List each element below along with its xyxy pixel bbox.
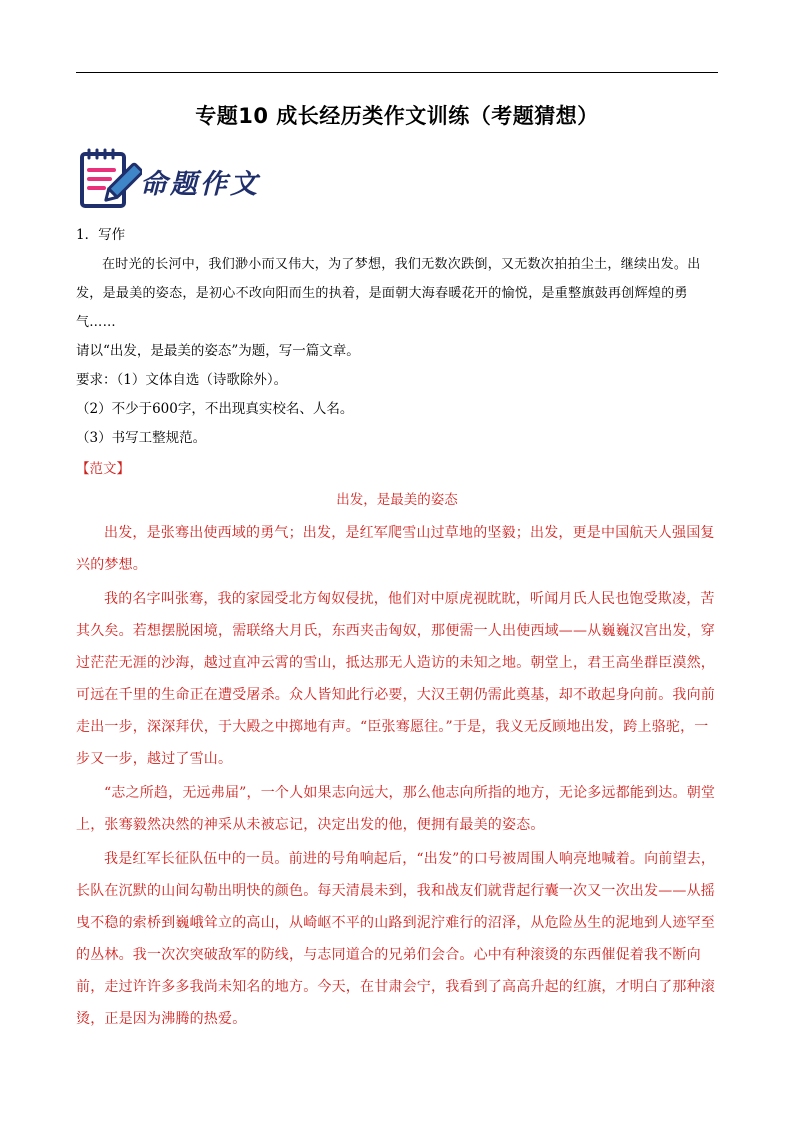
sample-label: 【范文】 (76, 461, 130, 477)
question-instruction: 请以“出发，是最美的姿态”为题，写一篇文章。 (76, 343, 360, 359)
sample-paragraph-3: “志之所趋，无远弗届”，一个人如果志向远大，那么他志向所指的地方，无论多远都能到达。朝堂上，张骞毅然决然的神采从未被忘记，决定出发的他，便拥有最美的姿态。 (76, 785, 716, 833)
notepad-pencil-icon (76, 146, 142, 212)
badge-label: 命题作文 (140, 169, 260, 200)
page-title: 专题10 成长经历类作文训练（考题猜想） (195, 104, 599, 128)
sample-title: 出发，是最美的姿态 (336, 492, 458, 508)
content-area (76, 224, 718, 1035)
section-badge (76, 146, 276, 212)
question-prompt: 在时光的长河中，我们渺小而又伟大，为了梦想，我们无数次跌倒，又无数次拍拍尘土，继续出发。出发，是最美的姿态，是初心不改向阳而生的执着，是面朝大海春暖花开的愉悦，是重整旗鼓再创辉煌的勇气…… (76, 257, 701, 330)
header-rule (76, 72, 718, 73)
sample-paragraph-4: 我是红军长征队伍中的一员。前进的号角响起后，“出发”的口号被周围人响亮地喊着。向前望去，长队在沉默的山间勾勒出明快的颜色。每天清晨未到，我和战友们就背起行囊一次又一次出发——从摇曳不稳的索桥到巍峨耸立的高山，从崎岖不平的山路到泥泞难行的沼泽，从危险丛生的泥地到人迹罕至的丛林。我一次次突破敌军的防线，与志同道合的兄弟们会合。心中有种滚烫的东西催促着我不断向前，走过许许多多我尚未知名的地方。今天，在甘肃会宁，我看到了高高升起的红旗，才明白了那种滚烫，正是因为沸腾的热爱。 (76, 851, 716, 1027)
requirement-2: （2）不少于600字，不出现真实校名、人名。 (76, 401, 354, 417)
sample-paragraph-1: 出发，是张骞出使西域的勇气；出发，是红军爬雪山过草地的坚毅；出发，更是中国航天人强国复兴的梦想。 (76, 525, 715, 573)
sample-paragraph-2: 我的名字叫张骞，我的家园受北方匈奴侵扰，他们对中原虎视眈眈，听闻月氏人民也饱受欺凌，苦其久矣。若想摆脱困境，需联络大月氏，东西夹击匈奴，那便需一人出使西域——从巍巍汉宫出发，穿过茫茫无涯的沙海，越过直冲云霄的雪山，抵达那无人造访的未知之地。朝堂上，君王高坐群臣漠然，可远在千里的生命正在遭受屠杀。众人皆知此行必要，大汉王朝仍需此奠基，却不敢起身向前。我向前走出一步，深深拜伏，于大殿之中掷地有声。“臣张骞愿往。”于是，我义无反顾地出发，跨上骆驼，一步又一步，越过了雪山。 (76, 591, 715, 767)
requirement-3: （3）书写工整规范。 (76, 430, 207, 446)
question-number: 1．写作 (76, 227, 126, 243)
requirement-1: 要求：（1）文体自选（诗歌除外）。 (76, 372, 288, 388)
